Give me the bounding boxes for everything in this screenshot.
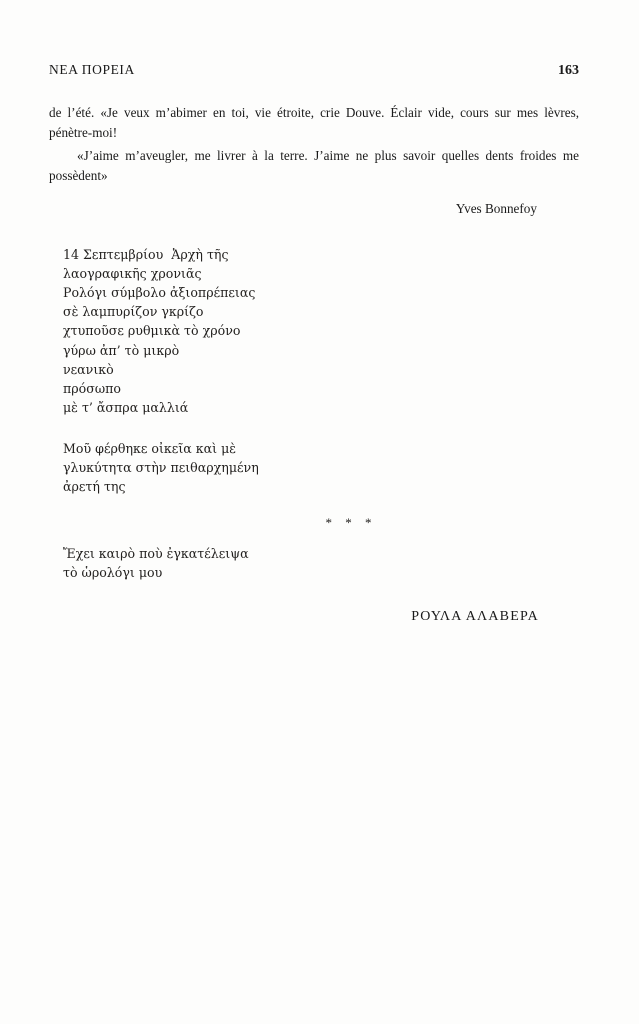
poem-stanza-2 <box>63 439 579 496</box>
poem-line: 14 Σεπτεμβρίου Ἀρχὴ τῆς <box>63 246 229 262</box>
poem-block <box>63 245 579 583</box>
poem-line: νεανικὸ <box>63 361 114 377</box>
poem-line: τὸ ὡρολόγι μου <box>63 565 163 581</box>
poem-line: πρόσωπο <box>63 380 121 396</box>
page-number: 163 <box>558 63 579 78</box>
stanza-separator: * * * <box>325 514 377 530</box>
poem-line: ἀρετή της <box>63 479 126 495</box>
running-head <box>49 62 579 79</box>
poem-line: Μοῦ φέρθηκε οἰκεῖα καὶ μὲ <box>63 441 237 457</box>
poem-line: χτυποῦσε ρυθμικὰ τὸ χρόνο <box>63 323 241 339</box>
poem-line: γλυκύτητα στὴν πειθαρχημένη <box>63 460 259 476</box>
poem-line: γύρω ἀπ’ τὸ μικρὸ <box>63 342 180 358</box>
prose-byline: Yves Bonnefoy <box>455 200 537 216</box>
poem-stanza-3 <box>63 544 579 582</box>
prose-paragraph-2: «J’aime m’aveugler, me livrer à la terre. J’aime ne plus savoir quelles dents froides me possèdent» <box>49 147 579 184</box>
poem-author: ΡΟΥΛΑ ΑΛΑΒΕΡΑ <box>411 608 539 624</box>
running-title: ΝΕΑ ΠΟΡΕΙΑ <box>49 62 135 77</box>
poem-line: σὲ λαμπυρίζον γκρίζο <box>63 304 204 320</box>
prose-paragraph-1: de l’été. «Je veux m’abimer en toi, vie étroite, crie Douve. Éclair vide, cours sur mes lèvres, pénètre-moi! <box>49 105 579 141</box>
poem-line: μὲ τ’ ἄσπρα μαλλιά <box>63 399 189 415</box>
poem-line: Ρολόγι σύμβολο ἀξιοπρέπειας <box>63 285 256 301</box>
poem-stanza-1 <box>63 245 579 417</box>
page-content <box>49 62 579 625</box>
poem-line: Ἔχει καιρὸ ποὺ ἐγκατέλειψα <box>63 546 249 562</box>
poem-line: λαογραφικῆς χρονιᾶς <box>63 265 202 281</box>
prose-block <box>49 103 579 187</box>
